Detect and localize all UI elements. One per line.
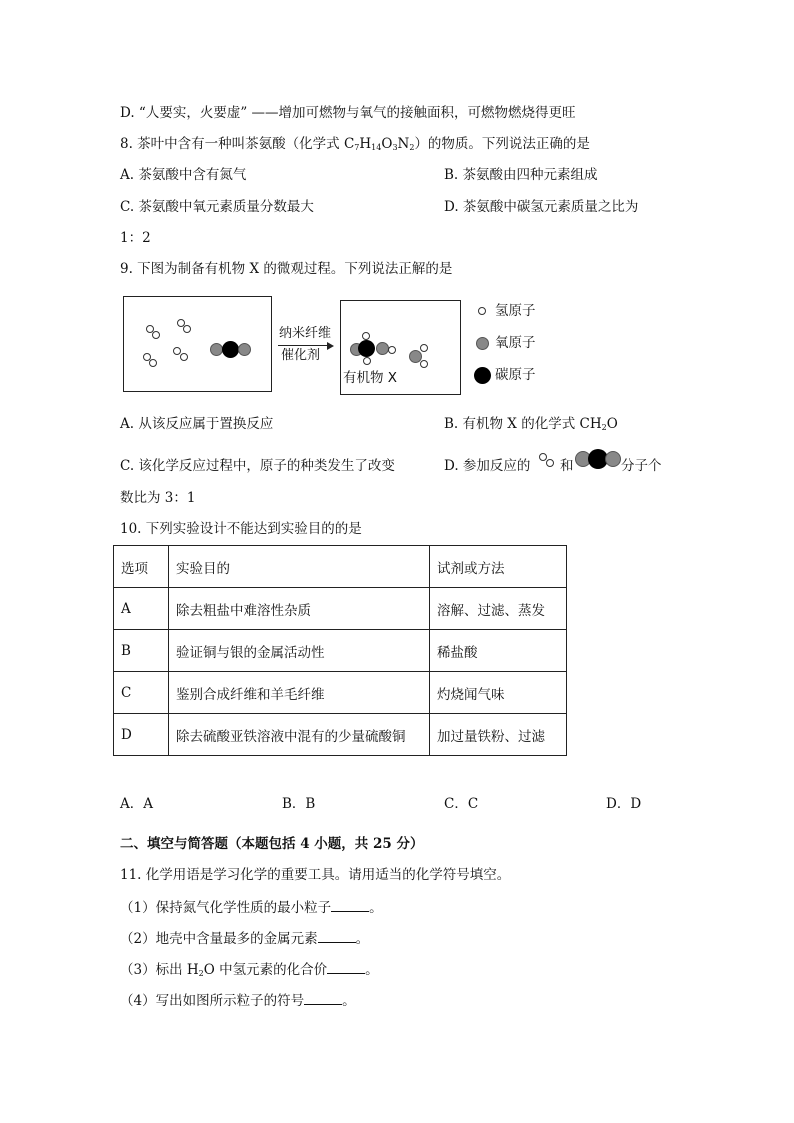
carbon-atom [358, 340, 375, 357]
q7-option-d: D. “人要实，火要虚” ——增加可燃物与氧气的接触面积，可燃物燃烧得更旺 [120, 105, 576, 121]
formula-sub: 2 [198, 969, 204, 978]
legend-carbon-label: 碳原子 [495, 367, 536, 383]
q9-stem: 9. 下图为制备有机物 X 的微观过程。下列说法正解的是 [120, 261, 453, 277]
q8-option-b: B. 茶氨酸由四种元素组成 [444, 167, 598, 183]
hydrogen-atom [149, 359, 157, 367]
reactants-box [123, 296, 272, 392]
table-header-row [114, 546, 567, 588]
q11-item-text: （3）标出 H [120, 962, 199, 978]
table-row [114, 588, 567, 630]
hydrogen-atom [420, 344, 428, 352]
legend-hydrogen-icon [478, 307, 486, 315]
table-cell: 鉴别合成纤维和羊毛纤维 [169, 672, 430, 714]
table-cell: 验证铜与银的金属活动性 [169, 630, 430, 672]
section-2-title: 二、填空与简答题（本题包括 4 小题，共 25 分） [120, 836, 424, 852]
q11-item-1 [120, 899, 383, 917]
q10-answer-c: C．C [444, 796, 479, 812]
hydrogen-atom [183, 325, 191, 333]
table-header-cell: 试剂或方法 [430, 546, 567, 588]
oxygen-atom [238, 343, 251, 356]
q9-option-a: A. 从该反应属于置换反应 [120, 416, 274, 432]
q11-item-4 [120, 992, 356, 1010]
table-cell: 加过量铁粉、过滤 [430, 714, 567, 756]
product-label: 有机物 X [343, 370, 398, 386]
formula-sub: 2 [409, 143, 415, 152]
table-cell: 除去粗盐中难溶性杂质 [169, 588, 430, 630]
q9-option-c: C. 该化学反应过程中，原子的种类发生了改变 [120, 458, 395, 474]
q10-stem: 10. 下列实验设计不能达到实验目的的是 [120, 521, 362, 537]
q9-option-d-and: 和 [560, 458, 574, 474]
q10-answer-b: B．B [282, 796, 316, 812]
formula-letter: O [606, 416, 618, 432]
q8-stem-post: ）的物质。下列说法正确的是 [414, 136, 590, 152]
q8-option-d-continued: 1：2 [120, 230, 151, 246]
legend-oxygen-label: 氧原子 [495, 335, 536, 351]
co2-oxygen-icon [605, 451, 621, 467]
arrow-label-bottom: 催化剂 [281, 348, 321, 363]
legend-hydrogen-label: 氢原子 [495, 303, 536, 319]
table-cell: 稀盐酸 [430, 630, 567, 672]
table-row [114, 672, 567, 714]
q11-item-3 [120, 961, 379, 983]
table-cell: 除去硫酸亚铁溶液中混有的少量硫酸铜 [169, 714, 430, 756]
table-header-cell: 选项 [114, 546, 169, 588]
q8-option-c: C. 茶氨酸中氧元素质量分数最大 [120, 199, 314, 215]
hydrogen-atom [180, 353, 188, 361]
formula-letter: H [359, 136, 372, 152]
table-row [114, 630, 567, 672]
arrow-label-top: 纳米纤维 [279, 326, 332, 341]
end-mark: 。 [342, 993, 356, 1009]
q8-stem [120, 135, 590, 157]
q11-item-2 [120, 930, 369, 948]
q11-item-text: （2）地壳中含量最多的金属元素 [120, 931, 318, 947]
legend-carbon-icon [474, 367, 491, 384]
q11-item-text: （4）写出如图所示粒子的符号 [120, 993, 305, 1009]
q11-stem: 11. 化学用语是学习化学的重要工具。请用适当的化学符号填空。 [120, 867, 511, 883]
answer-blank[interactable] [331, 899, 369, 912]
q9-option-d-continued: 数比为 3：1 [120, 490, 196, 506]
q8-stem-pre: 8. 茶叶中含有一种叫茶氨酸（化学式 C [120, 136, 355, 152]
end-mark: 。 [365, 962, 379, 978]
arrow-head-icon [327, 342, 334, 350]
table-cell: 溶解、过滤、蒸发 [430, 588, 567, 630]
carbon-atom [222, 341, 239, 358]
formula-sub: 7 [354, 143, 360, 152]
q10-answer-d: D．D [606, 796, 642, 812]
hydrogen-atom [362, 332, 370, 340]
answer-blank[interactable] [318, 930, 356, 943]
q10-answer-a: A．A [120, 796, 153, 812]
q8-option-d: D. 茶氨酸中碳氢元素质量之比为 [444, 199, 639, 215]
table-cell: C [114, 672, 169, 714]
q9-option-d: D. 参加反应的 [444, 458, 531, 474]
table-cell: D [114, 714, 169, 756]
q9-option-b-text: B. 有机物 X 的化学式 CH [444, 416, 602, 432]
formula-letter: N [397, 136, 410, 152]
answer-blank[interactable] [304, 992, 342, 1005]
answer-blank[interactable] [327, 961, 365, 974]
hydrogen-atom [388, 346, 396, 354]
hydrogen-atom [152, 331, 160, 339]
end-mark: 。 [369, 900, 383, 916]
q9-option-b [444, 415, 618, 437]
table-cell: 灼烧闻气味 [430, 672, 567, 714]
q9-option-d-post: 分子个 [621, 458, 662, 474]
legend-oxygen-icon [476, 337, 489, 350]
formula-letter: O [381, 136, 393, 152]
formula-sub: 3 [392, 143, 398, 152]
table-cell: B [114, 630, 169, 672]
h2-molecule-icon [546, 459, 554, 467]
hydrogen-atom [420, 360, 428, 368]
q10-table [113, 545, 567, 756]
formula-sub: 14 [371, 143, 382, 152]
table-row [114, 714, 567, 756]
q8-option-a: A. 茶氨酸中含有氮气 [120, 167, 247, 183]
q11-item-text: （1）保持氮气化学性质的最小粒子 [120, 900, 332, 916]
end-mark: 。 [355, 931, 370, 947]
q11-item-text: O 中氢元素的化合价 [203, 962, 328, 978]
table-header-cell: 实验目的 [169, 546, 430, 588]
formula-sub: 2 [601, 423, 607, 432]
hydrogen-atom [363, 357, 371, 365]
table-cell: A [114, 588, 169, 630]
